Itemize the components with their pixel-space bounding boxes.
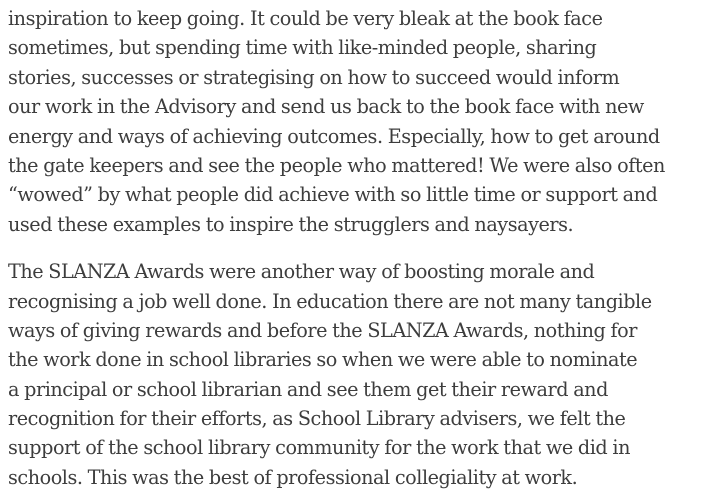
text-line: stories, successes or strategising on how to succeed would inform bbox=[8, 65, 620, 89]
text-line: used these examples to inspire the strugglers and naysayers. bbox=[8, 212, 574, 236]
text-line: ways of giving rewards and before the SLANZA Awards, nothing for bbox=[8, 318, 638, 342]
paragraph-2 bbox=[8, 257, 698, 492]
text-line: the gate keepers and see the people who mattered! We were also often bbox=[8, 153, 665, 177]
text-line: sometimes, but spending time with like-minded people, sharing bbox=[8, 36, 597, 60]
text-line: energy and ways of achieving outcomes. Especially, how to get around bbox=[8, 124, 660, 148]
text-line: “wowed” by what people did achieve with so little time or support and bbox=[8, 183, 658, 207]
text-line: The SLANZA Awards were another way of boosting morale and bbox=[8, 260, 595, 284]
text-line: recognising a job well done. In education there are not many tangible bbox=[8, 289, 652, 313]
text-line: our work in the Advisory and send us back to the book face with new bbox=[8, 95, 644, 119]
text-line: inspiration to keep going. It could be very bleak at the book face bbox=[8, 7, 603, 30]
text-line: a principal or school librarian and see them get their reward and bbox=[8, 377, 608, 401]
text-line: recognition for their efforts, as School Library advisers, we felt the bbox=[8, 407, 626, 431]
text-line: the work done in school libraries so when we were able to nominate bbox=[8, 348, 638, 372]
paragraph-1 bbox=[8, 4, 698, 239]
text-line: support of the school library community for the work that we did in bbox=[8, 436, 630, 460]
text-line: schools. This was the best of professional collegiality at work. bbox=[8, 465, 578, 489]
